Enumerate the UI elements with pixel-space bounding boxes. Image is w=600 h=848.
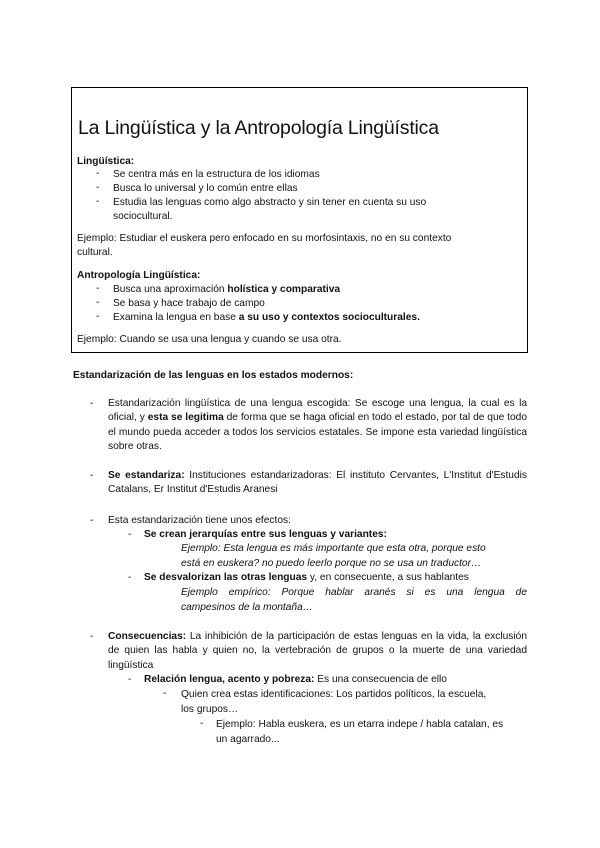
bullet-dash: -	[96, 311, 100, 322]
effect-hierarchies-example-1: Ejemplo: Esta lengua es más importante que esta otra, porque esto	[181, 543, 486, 554]
identification-example-1: Ejemplo: Habla euskera, es un etarra indepe / habla catalan, es	[216, 719, 504, 730]
paragraph-effects: Esta estandarización tiene unos efectos:	[108, 515, 291, 526]
bullet-dash: -	[90, 470, 94, 481]
bullet-dash: -	[128, 572, 132, 583]
effect-hierarchies-example-2: está en euskera? no puedo leerlo porque no se usa un traductor…	[181, 558, 482, 569]
linguistics-heading: Lingüística:	[77, 156, 135, 167]
effect-devaluation: Se desvalorizan las otras lenguas y, en consecuente, a sus hablantes	[144, 572, 469, 583]
identification-example-2: un agarrado...	[216, 734, 280, 745]
bullet-dash: -	[90, 631, 94, 642]
bullet-dash: -	[128, 674, 132, 685]
linguistics-example-line-1: Ejemplo: Estudiar el euskera pero enfocado en su morfosintaxis, no en su contexto	[77, 233, 452, 244]
paragraph-consequences: Consecuencias: La inhibición de la participación de estas lenguas en la vida, la exclusión de quien las habla y quien no, la vertebración de grupos o la muerte de una variedad lingüística	[108, 631, 527, 671]
effect-hierarchies: Se crean jerarquías entre sus lenguas y variantes:	[144, 529, 387, 540]
bullet-dash: -	[96, 168, 100, 179]
section-heading: Estandarización de las lenguas en los estados modernos:	[73, 370, 354, 381]
bullet-dash: -	[200, 718, 204, 729]
linguistics-item-1: Se centra más en la estructura de los idiomas	[113, 169, 320, 180]
effect-devaluation-example-1: Ejemplo empírico: Porque hablar aranés si es una lengua de	[181, 587, 527, 598]
effect-devaluation-example-2: campesinos de la montaña…	[181, 602, 313, 613]
anthropology-item-2: Se basa y hace trabajo de campo	[113, 298, 265, 309]
document-title: La Lingüística y la Antropología Lingüística	[78, 117, 439, 139]
linguistics-example-line-2: cultural.	[77, 247, 113, 258]
bullet-dash: -	[96, 283, 100, 294]
anthropology-example: Ejemplo: Cuando se usa una lengua y cuando se usa otra.	[77, 334, 342, 345]
linguistics-item-3: Estudia las lenguas como algo abstracto y sin tener en cuenta su uso	[113, 197, 427, 208]
bullet-dash: -	[96, 297, 100, 308]
consequence-relation: Relación lengua, acento y pobreza: Es una consecuencia de ello	[144, 674, 447, 685]
identification-creators-1: Quien crea estas identificaciones: Los partidos políticos, la escuela,	[181, 689, 487, 700]
identification-creators-2: los grupos…	[181, 704, 239, 715]
bullet-dash: -	[90, 398, 94, 409]
bullet-dash: -	[96, 196, 100, 207]
anthropology-heading: Antropología Lingüística:	[77, 270, 201, 281]
linguistics-item-2: Busca lo universal y lo común entre ellas	[113, 183, 298, 194]
paragraph-standardization: Estandarización lingüística de una lengua escogida: Se escoge una lengua, la cual es la oficial, y esta se legitima de forma que se haga oficial en todo el estado, por tal de que todo el mundo pueda acceder a todos los servicios estatales. Se impone esta variedad lingüística sobre otras.	[108, 398, 527, 453]
bullet-dash: -	[163, 688, 167, 699]
bullet-dash: -	[90, 515, 94, 526]
linguistics-item-3-cont: sociocultural.	[113, 211, 173, 222]
bullet-dash: -	[96, 182, 100, 193]
anthropology-item-3: Examina la lengua en base a su uso y contextos socioculturales.	[113, 312, 420, 323]
paragraph-standardizes: Se estandariza: Instituciones estandarizadoras: El instituto Cervantes, L'Institut d'Estudis Catalans, Er Institut d'Estudis Aranesi	[108, 470, 527, 496]
anthropology-item-1: Busca una aproximación holística y comparativa	[113, 284, 341, 295]
bullet-dash: -	[128, 529, 132, 540]
